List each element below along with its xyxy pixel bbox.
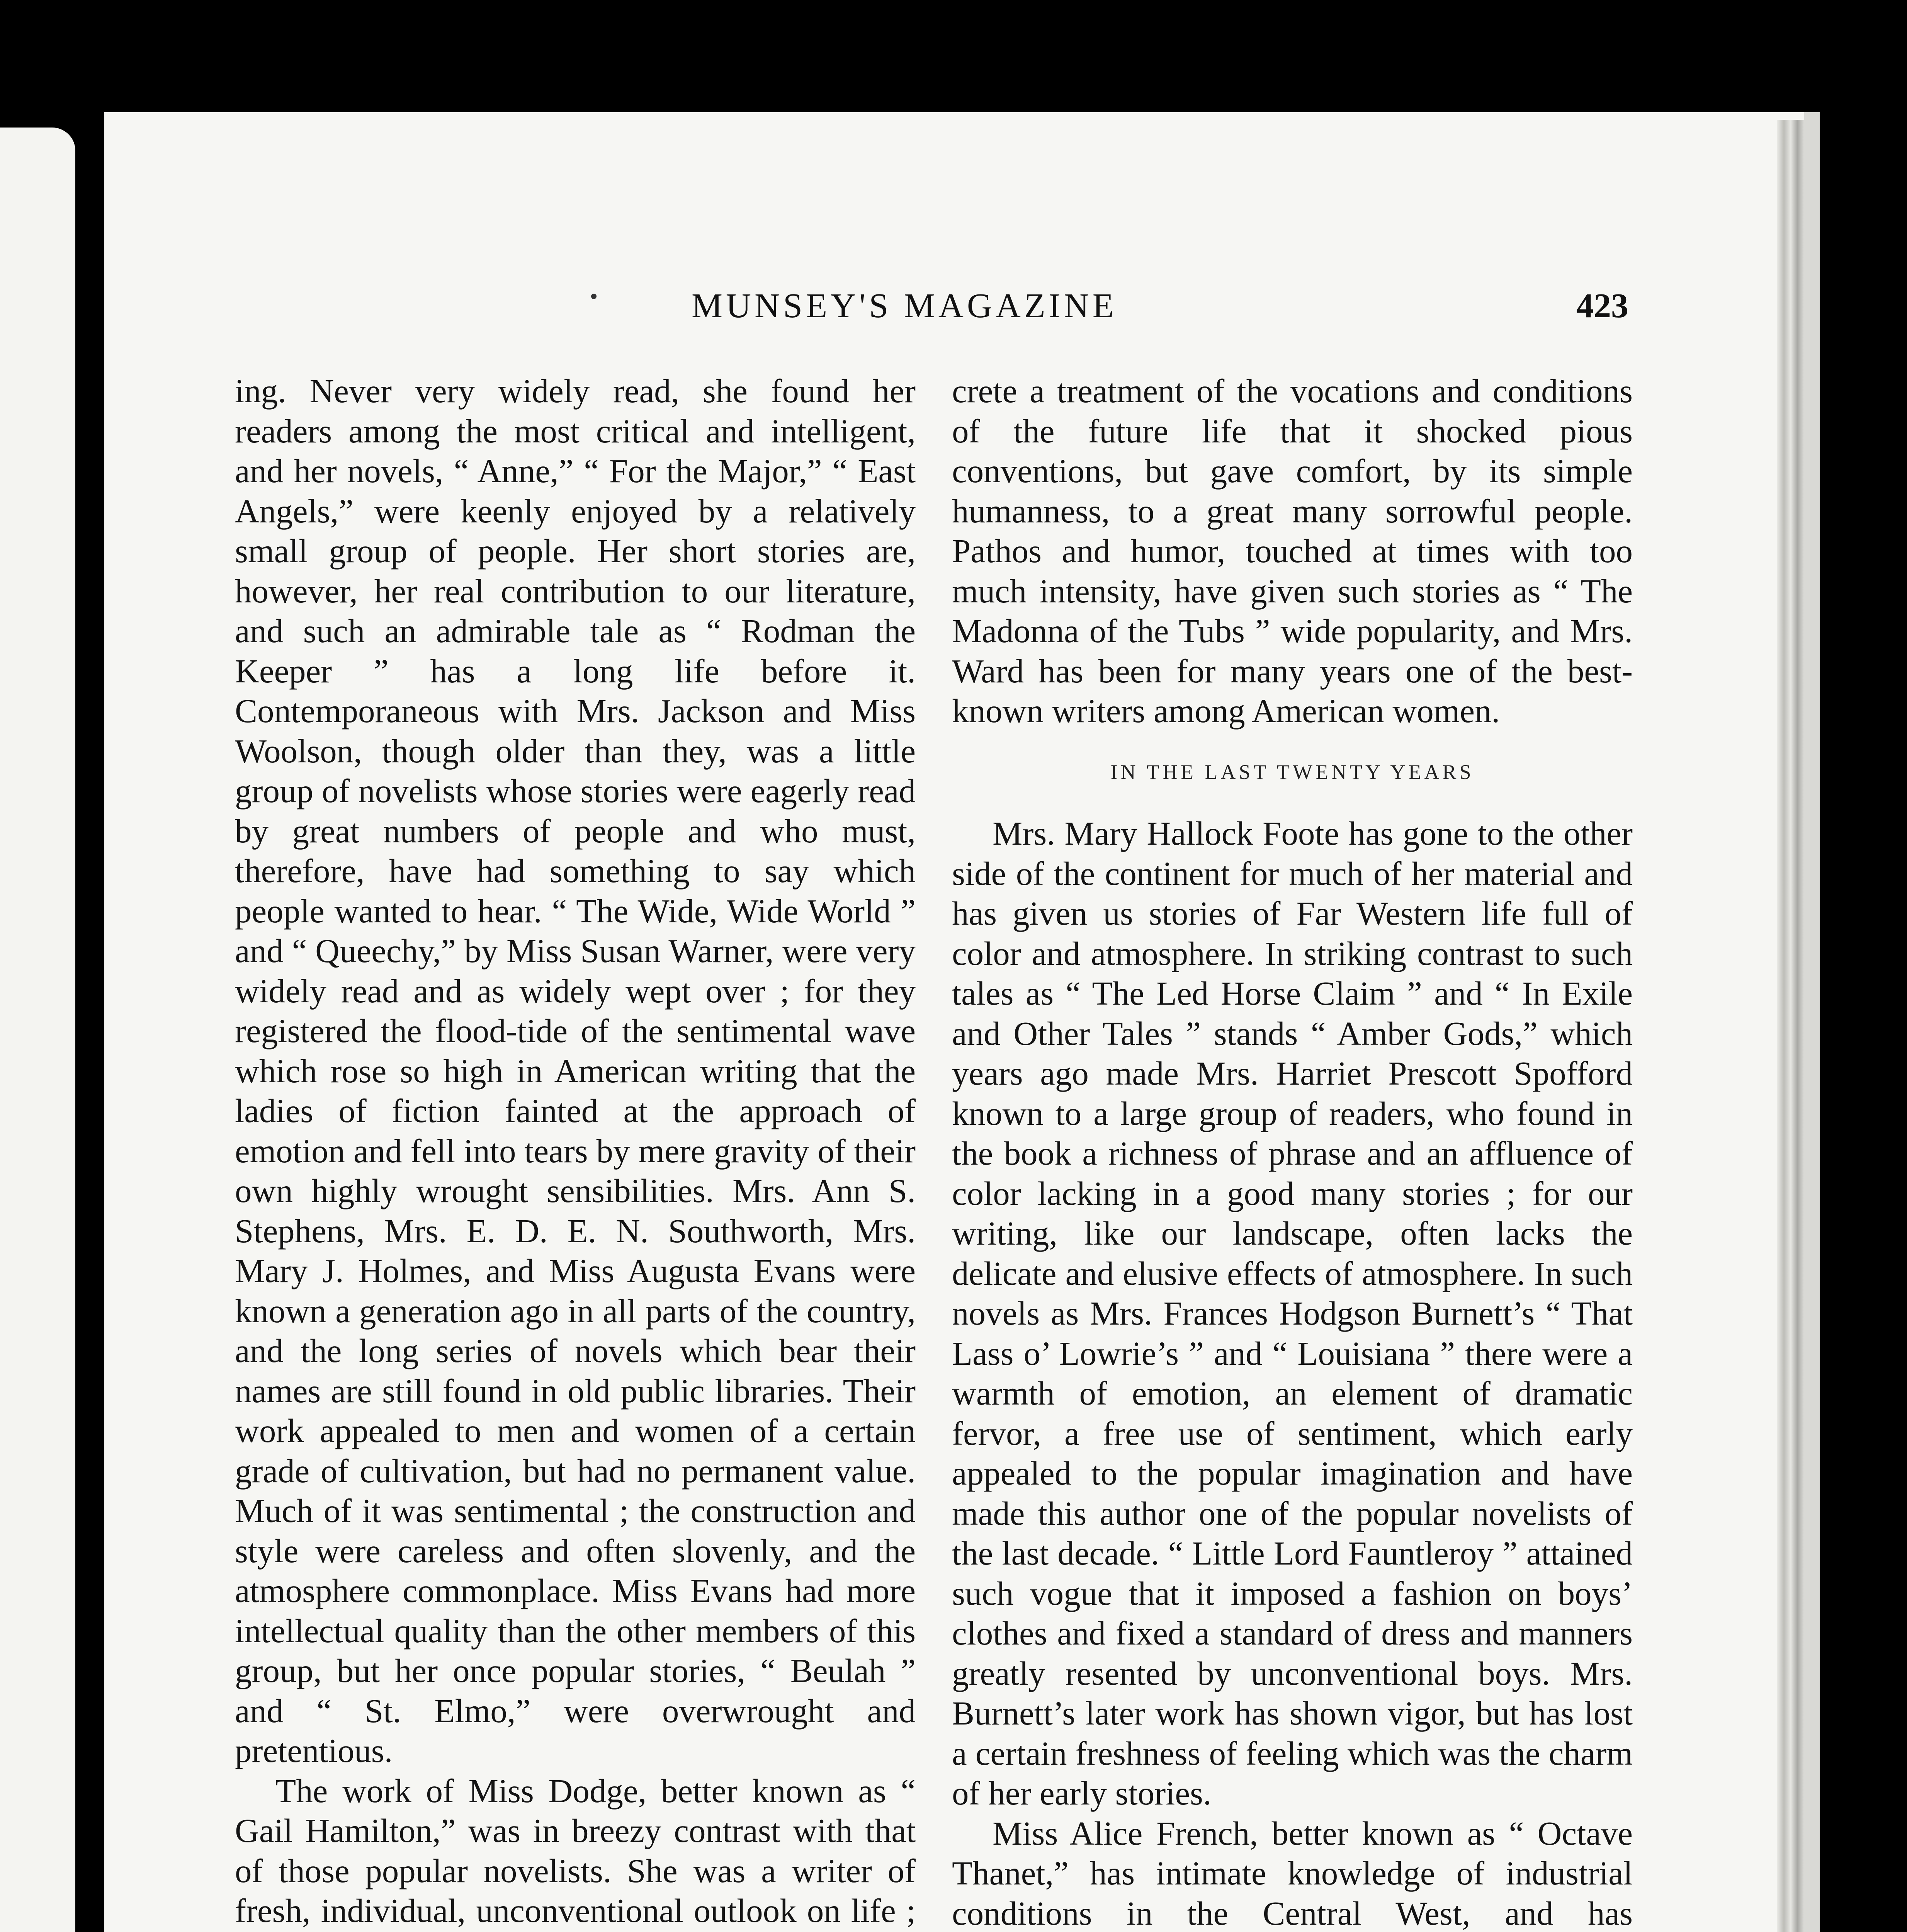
ink-speck (591, 294, 597, 299)
previous-page-edge (0, 128, 75, 1932)
paragraph: ing. Never very widely read, she found her readers among the most critical and intelligent, and her novels, “ Anne,” “ For the Major,” “ East Angels,” were keenly enjoyed by a relatively small group of people. Her short stories are, however, her real contribution to our literature, and such an admirable tale as “ Rodman the Keeper ” has a long life before it. Contemporaneous with Mrs. Jackson and Miss Woolson, though older than they, was a little group of novelists whose stories were eagerly read by great numbers of people and who must, therefore, have had something to say which people wanted to hear. “ The Wide, Wide World ” and “ Queechy,” by Miss Susan Warner, were very widely read and as widely wept over ; for they registered the flood-tide of the sentimental wave which rose so high in American writing that the ladies of fiction fainted at the approach of emotion and fell into tears by mere gravity of their own highly wrought sensibilities. Mrs. Ann S. Stephens, Mrs. E. D. E. N. Southworth, Mrs. Mary J. Holmes, and Miss Augusta Evans were known a generation ago in all parts of the country, and the long series of novels which bear their names are still found in old public libraries. Their work appealed to men and women of a certain grade of cultivation, but had no permanent value. Much of it was sentimental ; the construction and style were careless and often slovenly, and the atmosphere commonplace. Miss Evans had more intellectual quality than the other members of this group, but her once popular stories, “ Beulah ” and “ St. Elmo,” were overwrought and pretentious. (235, 372, 916, 1769)
left-column (235, 371, 916, 1932)
section-heading: IN THE LAST TWENTY YEARS (1110, 760, 1474, 784)
paragraph: Miss Alice French, better known as “ Octave Thanet,” has intimate knowledge of industrial conditions in the Central West, and has (952, 1814, 1633, 1932)
page-edge-strip (1777, 120, 1804, 1932)
page-number: 423 (1576, 287, 1628, 325)
paragraph: Mrs. Mary Hallock Foote has gone to the other side of the continent for much of her material and has given us stories of Far Western life full of color and atmosphere. In striking contrast to such tales as “ The Led Horse Claim ” and “ In Exile and Other Tales ” stands “ Amber Gods,” which years ago made Mrs. Harriet Prescott Spofford known to a large group of readers, who found in the book a richness of phrase and an affluence of color lacking in a good many stories ; for our writing, like our landscape, often lacks the delicate and elusive effects of atmosphere. In such novels as Mrs. Frances Hodgson Burnett’s “ That Lass o’ Lowrie’s ” and “ Louisiana ” there were a warmth of emotion, an element of dramatic fervor, a free use of sentiment, which early appealed to the popular imagination and have made this author one of the popular novelists of the last decade. “ Little Lord Fauntleroy ” attained such vogue that it imposed a fashion on boys’ clothes and fixed a standard of dress and manners greatly resented by unconventional boys. Mrs. Burnett’s later work has shown vigor, but has lost a certain freshness of feeling which was the charm of her early stories. (952, 815, 1633, 1812)
running-head (692, 286, 1650, 336)
running-title: MUNSEY'S MAGAZINE (692, 287, 1117, 325)
right-column (952, 371, 1633, 1932)
paragraph: The work of Miss Dodge, better known as “ Gail Hamilton,” was in breezy contrast with that of those popular novelists. She was a writer of fresh, individual, unconventional outlook on life ; (235, 1772, 916, 1929)
paragraph: crete a treatment of the vocations and conditions of the future life that it shocked pious conventions, but gave comfort, by its simple humanness, to a great many sorrowful people. Pathos and humor, touched at times with too much intensity, have given such stories as “ The Madonna of the Tubs ” wide popularity, and Mrs. Ward has been for many years one of the best-known writers among American women. (952, 372, 1633, 730)
